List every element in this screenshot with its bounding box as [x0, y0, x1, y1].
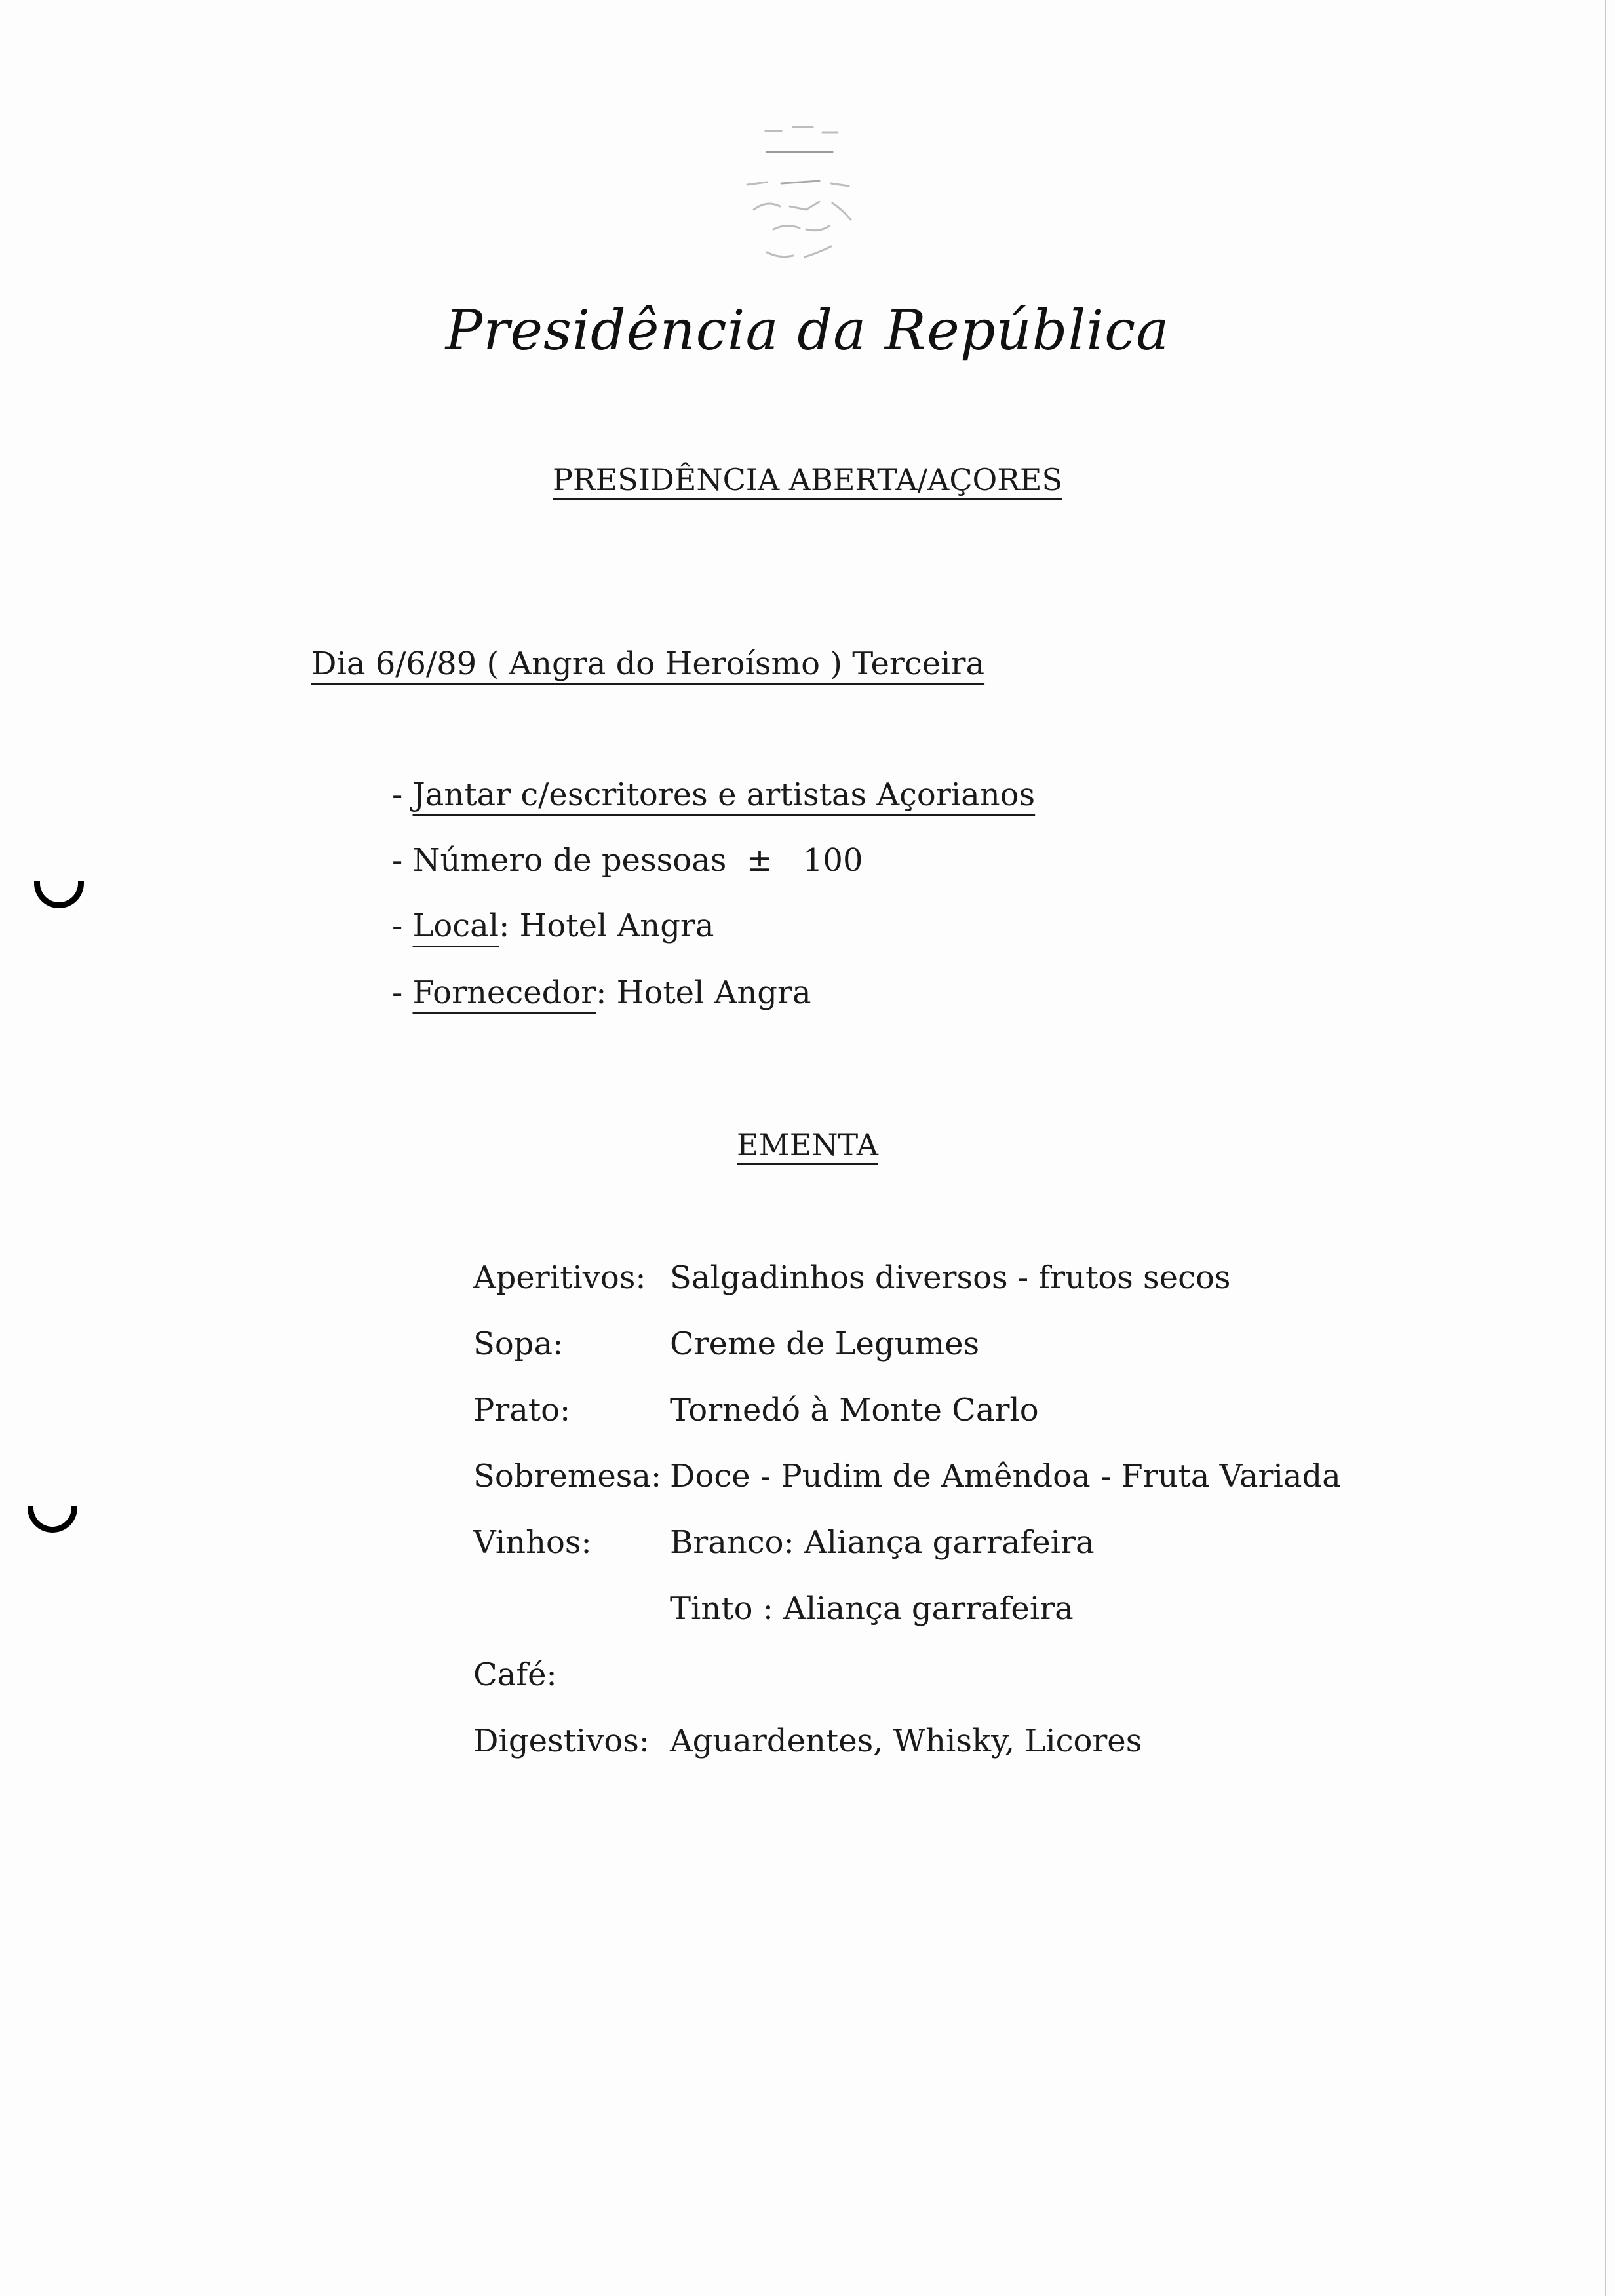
local-label: Local — [412, 908, 499, 944]
event-text: Jantar c/escritores e artistas Açorianos — [412, 776, 1036, 813]
menu-value-vinhos-tinto: Tinto : Aliança garrafeira — [670, 1590, 1074, 1627]
emblem-seal-icon — [728, 118, 872, 269]
people-sign: ± — [746, 842, 773, 879]
letterhead-signature: Presidência da República — [445, 298, 1170, 362]
document-title-text: PRESIDÊNCIA ABERTA/AÇORES — [553, 462, 1062, 497]
menu-label-prato: Prato: — [473, 1392, 571, 1428]
bullet-event: - Jantar c/escritores e artistas Açorianos — [392, 776, 1036, 813]
menu-value-aperitivos: Salgadinhos diversos - frutos secos — [670, 1259, 1231, 1296]
menu-label-vinhos: Vinhos: — [473, 1524, 592, 1561]
date-line: Dia 6/6/89 ( Angra do Heroísmo ) Terceira — [311, 645, 985, 682]
document-title — [0, 462, 1615, 497]
menu-title — [0, 1127, 1615, 1162]
punch-hole-mark — [28, 1506, 77, 1533]
menu-value-prato: Tornedó à Monte Carlo — [670, 1392, 1039, 1428]
punch-hole-mark — [34, 881, 84, 908]
menu-label-digestivos: Digestivos: — [473, 1723, 650, 1759]
bullet-supplier: - Fornecedor: Hotel Angra — [392, 974, 811, 1011]
menu-label-cafe: Café: — [473, 1656, 557, 1693]
people-label: Número de pessoas — [412, 842, 727, 879]
menu-value-digestivos: Aguardentes, Whisky, Licores — [670, 1723, 1142, 1759]
menu-title-text: EMENTA — [737, 1127, 878, 1162]
bullet-people: - Número de pessoas ± 100 — [392, 842, 863, 879]
menu-value-vinhos-branco: Branco: Aliança garrafeira — [670, 1524, 1095, 1561]
bullet-local: - Local: Hotel Angra — [392, 908, 714, 944]
menu-label-sopa: Sopa: — [473, 1326, 564, 1362]
menu-value-sobremesa: Doce - Pudim de Amêndoa - Fruta Variada — [670, 1458, 1341, 1495]
supplier-label: Fornecedor — [412, 974, 596, 1011]
local-value: Hotel Angra — [519, 908, 714, 944]
menu-value-sopa: Creme de Legumes — [670, 1326, 980, 1362]
menu-label-sobremesa: Sobremesa: — [473, 1458, 662, 1495]
menu-label-aperitivos: Aperitivos: — [473, 1259, 646, 1296]
supplier-value: Hotel Angra — [616, 974, 811, 1011]
people-value: 100 — [802, 842, 863, 879]
